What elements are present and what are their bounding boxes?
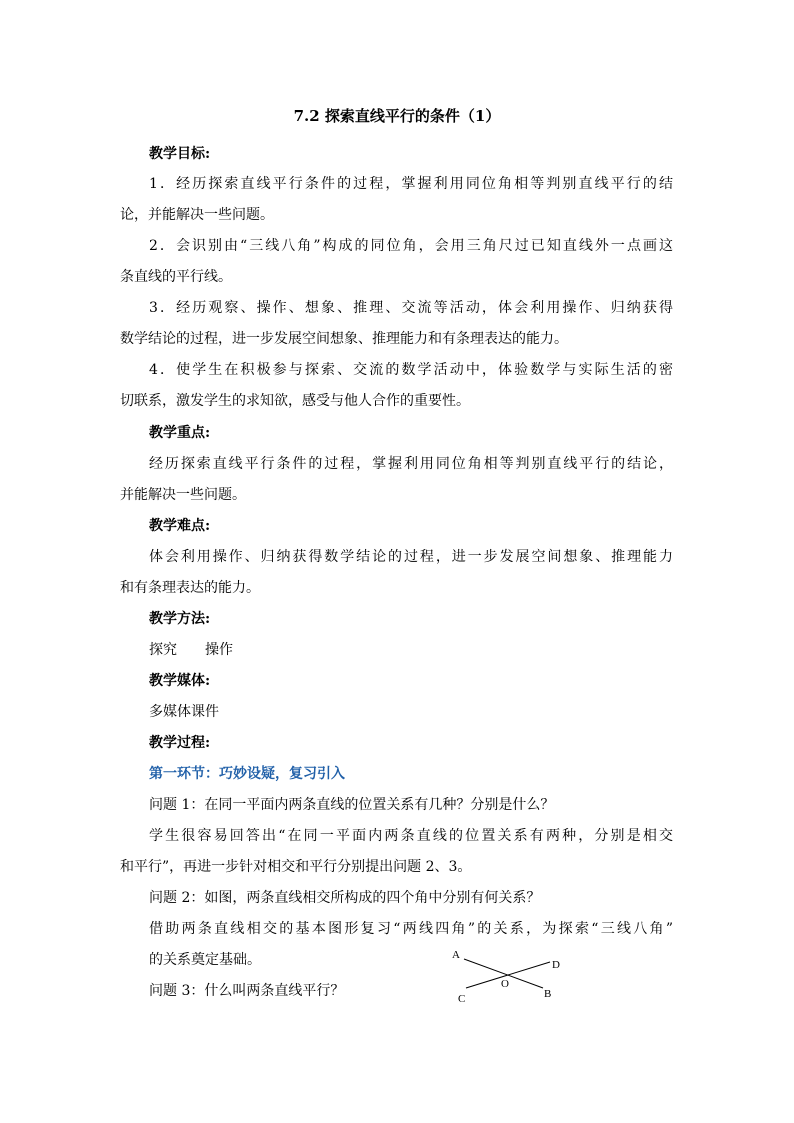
label-b: B <box>544 988 552 1000</box>
goal-3-line-1: 3．经历观察、操作、想象、推理、交流等活动，体会利用操作、归纳获得 <box>149 300 673 316</box>
goals-heading: 教学目标: <box>149 146 211 162</box>
label-a: A <box>452 949 460 961</box>
goal-2-line-2: 条直线的平行线。 <box>120 269 232 285</box>
difficulties-heading: 教学难点: <box>149 518 211 534</box>
methods-list <box>149 638 233 662</box>
process-heading: 教学过程: <box>149 735 211 751</box>
intersecting-lines-diagram <box>440 945 580 1015</box>
question-1: 问题 1：在同一平面内两条直线的位置关系有几种？分别是什么？ <box>149 797 555 813</box>
answer-2-line-2: 的关系奠定基础。 <box>149 952 261 968</box>
methods-heading: 教学方法: <box>149 611 211 627</box>
label-d: D <box>552 959 560 971</box>
difficulties-line-1: 体会利用操作、归纳获得数学结论的过程，进一步发展空间想象、推理能力 <box>149 549 673 565</box>
method-operation: 操作 <box>205 642 233 658</box>
goal-1-line-1: 1．经历探索直线平行条件的过程，掌握利用同位角相等判别直线平行的结 <box>149 176 673 192</box>
answer-2-line-1: 借助两条直线相交的基本图形复习“两线四角”的关系，为探索“三线八角” <box>149 921 673 937</box>
intersecting-lines-figure <box>440 945 580 1015</box>
question-2: 问题 2：如图，两条直线相交所构成的四个角中分别有何关系？ <box>149 890 541 906</box>
media-text: 多媒体课件 <box>149 704 219 720</box>
stage-1-heading: 第一环节：巧妙设疑，复习引入 <box>149 766 345 782</box>
goal-2-line-1: 2．会识别由“三线八角”构成的同位角，会用三角尺过已知直线外一点画这 <box>149 238 673 254</box>
page-title: 7.2 探索直线平行的条件（1） <box>293 107 501 125</box>
media-heading: 教学媒体: <box>149 673 211 689</box>
key-points-heading: 教学重点: <box>149 425 211 441</box>
goal-4-line-1: 4．使学生在积极参与探索、交流的数学活动中，体验数学与实际生活的密 <box>149 362 673 378</box>
label-c: C <box>458 993 466 1005</box>
question-3: 问题 3：什么叫两条直线平行？ <box>149 983 345 999</box>
answer-1-line-2: 和平行”，再进一步针对相交和平行分别提出问题 2、3。 <box>120 859 472 875</box>
label-o: O <box>501 978 509 990</box>
goal-3-line-2: 数学结论的过程，进一步发展空间想象、推理能力和有条理表达的能力。 <box>120 331 568 347</box>
goal-4-line-2: 切联系，激发学生的求知欲，感受与他人合作的重要性。 <box>120 393 470 409</box>
goal-1-line-2: 论，并能解决一些问题。 <box>120 207 274 223</box>
key-points-line-2: 并能解决一些问题。 <box>120 487 246 503</box>
method-inquiry: 探究 <box>149 642 177 658</box>
difficulties-line-2: 和有条理表达的能力。 <box>120 580 260 596</box>
key-points-line-1: 经历探索直线平行条件的过程，掌握利用同位角相等判别直线平行的结论， <box>149 456 673 472</box>
answer-1-line-1: 学生很容易回答出“在同一平面内两条直线的位置关系有两种，分别是相交 <box>149 828 673 844</box>
